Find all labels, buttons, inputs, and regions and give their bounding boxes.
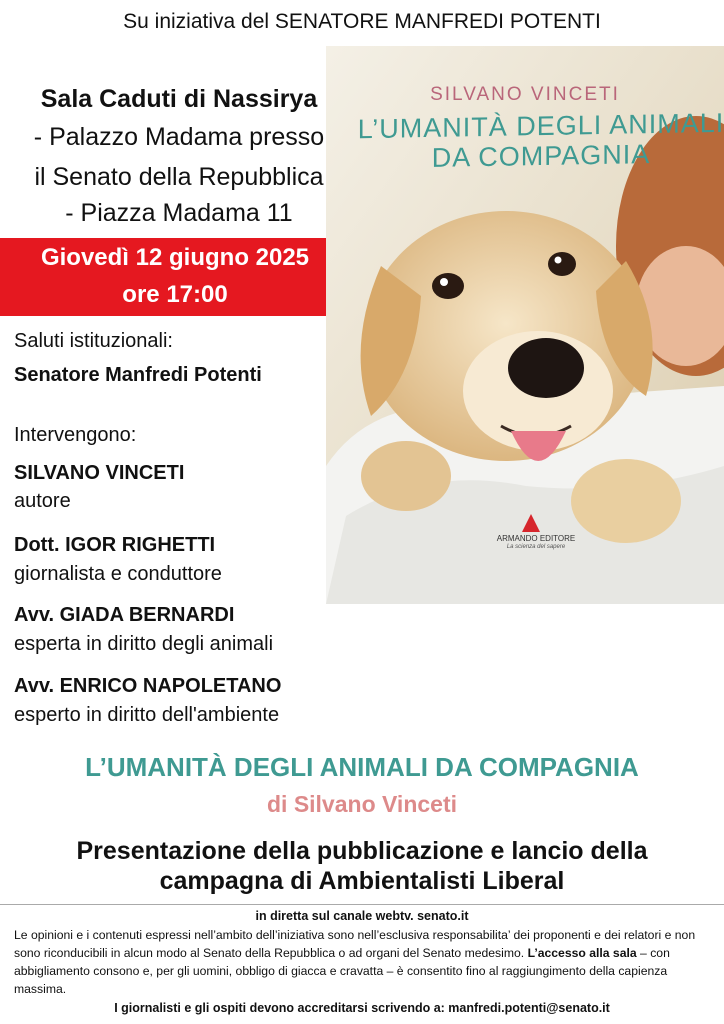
- speaker-name: Dott. IGOR RIGHETTI: [14, 534, 216, 556]
- speaker-role: giornalista e conduttore: [14, 563, 222, 585]
- greetings-name: Senatore Manfredi Potenti: [14, 364, 262, 386]
- book-cover-author: SILVANO VINCETI: [430, 84, 620, 105]
- book-cover-title-line: L’UMANITÀ DEGLI ANIMALI: [357, 107, 724, 145]
- speaker-name: Avv. ENRICO NAPOLETANO: [14, 675, 282, 697]
- divider: [0, 904, 724, 905]
- speaker-name: Avv. GIADA BERNARDI: [14, 604, 235, 626]
- date-banner: [0, 238, 350, 316]
- event-date: Giovedì 12 giugno 2025: [40, 244, 310, 271]
- book-cover-title: [356, 108, 724, 174]
- book-cover: [326, 46, 724, 604]
- headline-line: Presentazione della pubblicazione e lancio della: [76, 837, 648, 865]
- venue-address: - Piazza Madama 11: [65, 199, 293, 227]
- accreditation-note: I giornalisti e gli ospiti devono accreditarsi scrivendo a: manfredi.potenti@senato.it: [114, 1001, 610, 1015]
- venue-institution: il Senato della Repubblica: [34, 163, 324, 191]
- publisher-name: ARMANDO EDITORE: [496, 534, 576, 543]
- publisher-motto: La scienza del sapere: [506, 544, 566, 550]
- speakers-label: Intervengono:: [14, 424, 137, 446]
- speaker-name: SILVANO VINCETI: [14, 462, 185, 484]
- speaker-role: esperta in diritto degli animali: [14, 633, 274, 655]
- disclaimer-access-label: L’accesso alla sala: [527, 946, 637, 960]
- book-cover-title-line: DA COMPAGNIA: [431, 139, 651, 173]
- disclaimer-text: – con abbigliamento consono e, per gli uomini, obbligo di giacca e cravatta – è consentito fino al raggiungimento della capienza massima.: [14, 946, 670, 996]
- disclaimer: [14, 926, 714, 998]
- initiative-line: Su iniziativa del SENATORE MANFREDI POTENTI: [123, 10, 601, 33]
- event-time: ore 17:00: [122, 281, 228, 308]
- byline: di Silvano Vinceti: [266, 791, 458, 817]
- headline-line: campagna di Ambientalisti Liberal: [159, 867, 565, 895]
- greetings-label: Saluti istituzionali:: [14, 330, 173, 352]
- venue-building: - Palazzo Madama presso: [33, 123, 325, 151]
- publisher-logo-icon: [522, 514, 540, 532]
- speaker-role: autore: [14, 490, 71, 512]
- venue-name: Sala Caduti di Nassirya: [40, 85, 318, 113]
- live-stream-note: in diretta sul canale webtv. senato.it: [255, 909, 469, 923]
- disclaimer-text: Le opinioni e i contenuti espressi nell’ambito dell’iniziativa sono nell’esclusiva responsabilita’ dei proponenti e dei relatori e non sono riconducibili in alcun modo al Senato della Repubblica o ad organi del Senato medesimo.: [14, 928, 696, 960]
- speaker-role: esperto in diritto dell'ambiente: [14, 704, 280, 726]
- event-headline: [0, 836, 724, 896]
- book-title: L’UMANITÀ DEGLI ANIMALI DA COMPAGNIA: [85, 752, 639, 782]
